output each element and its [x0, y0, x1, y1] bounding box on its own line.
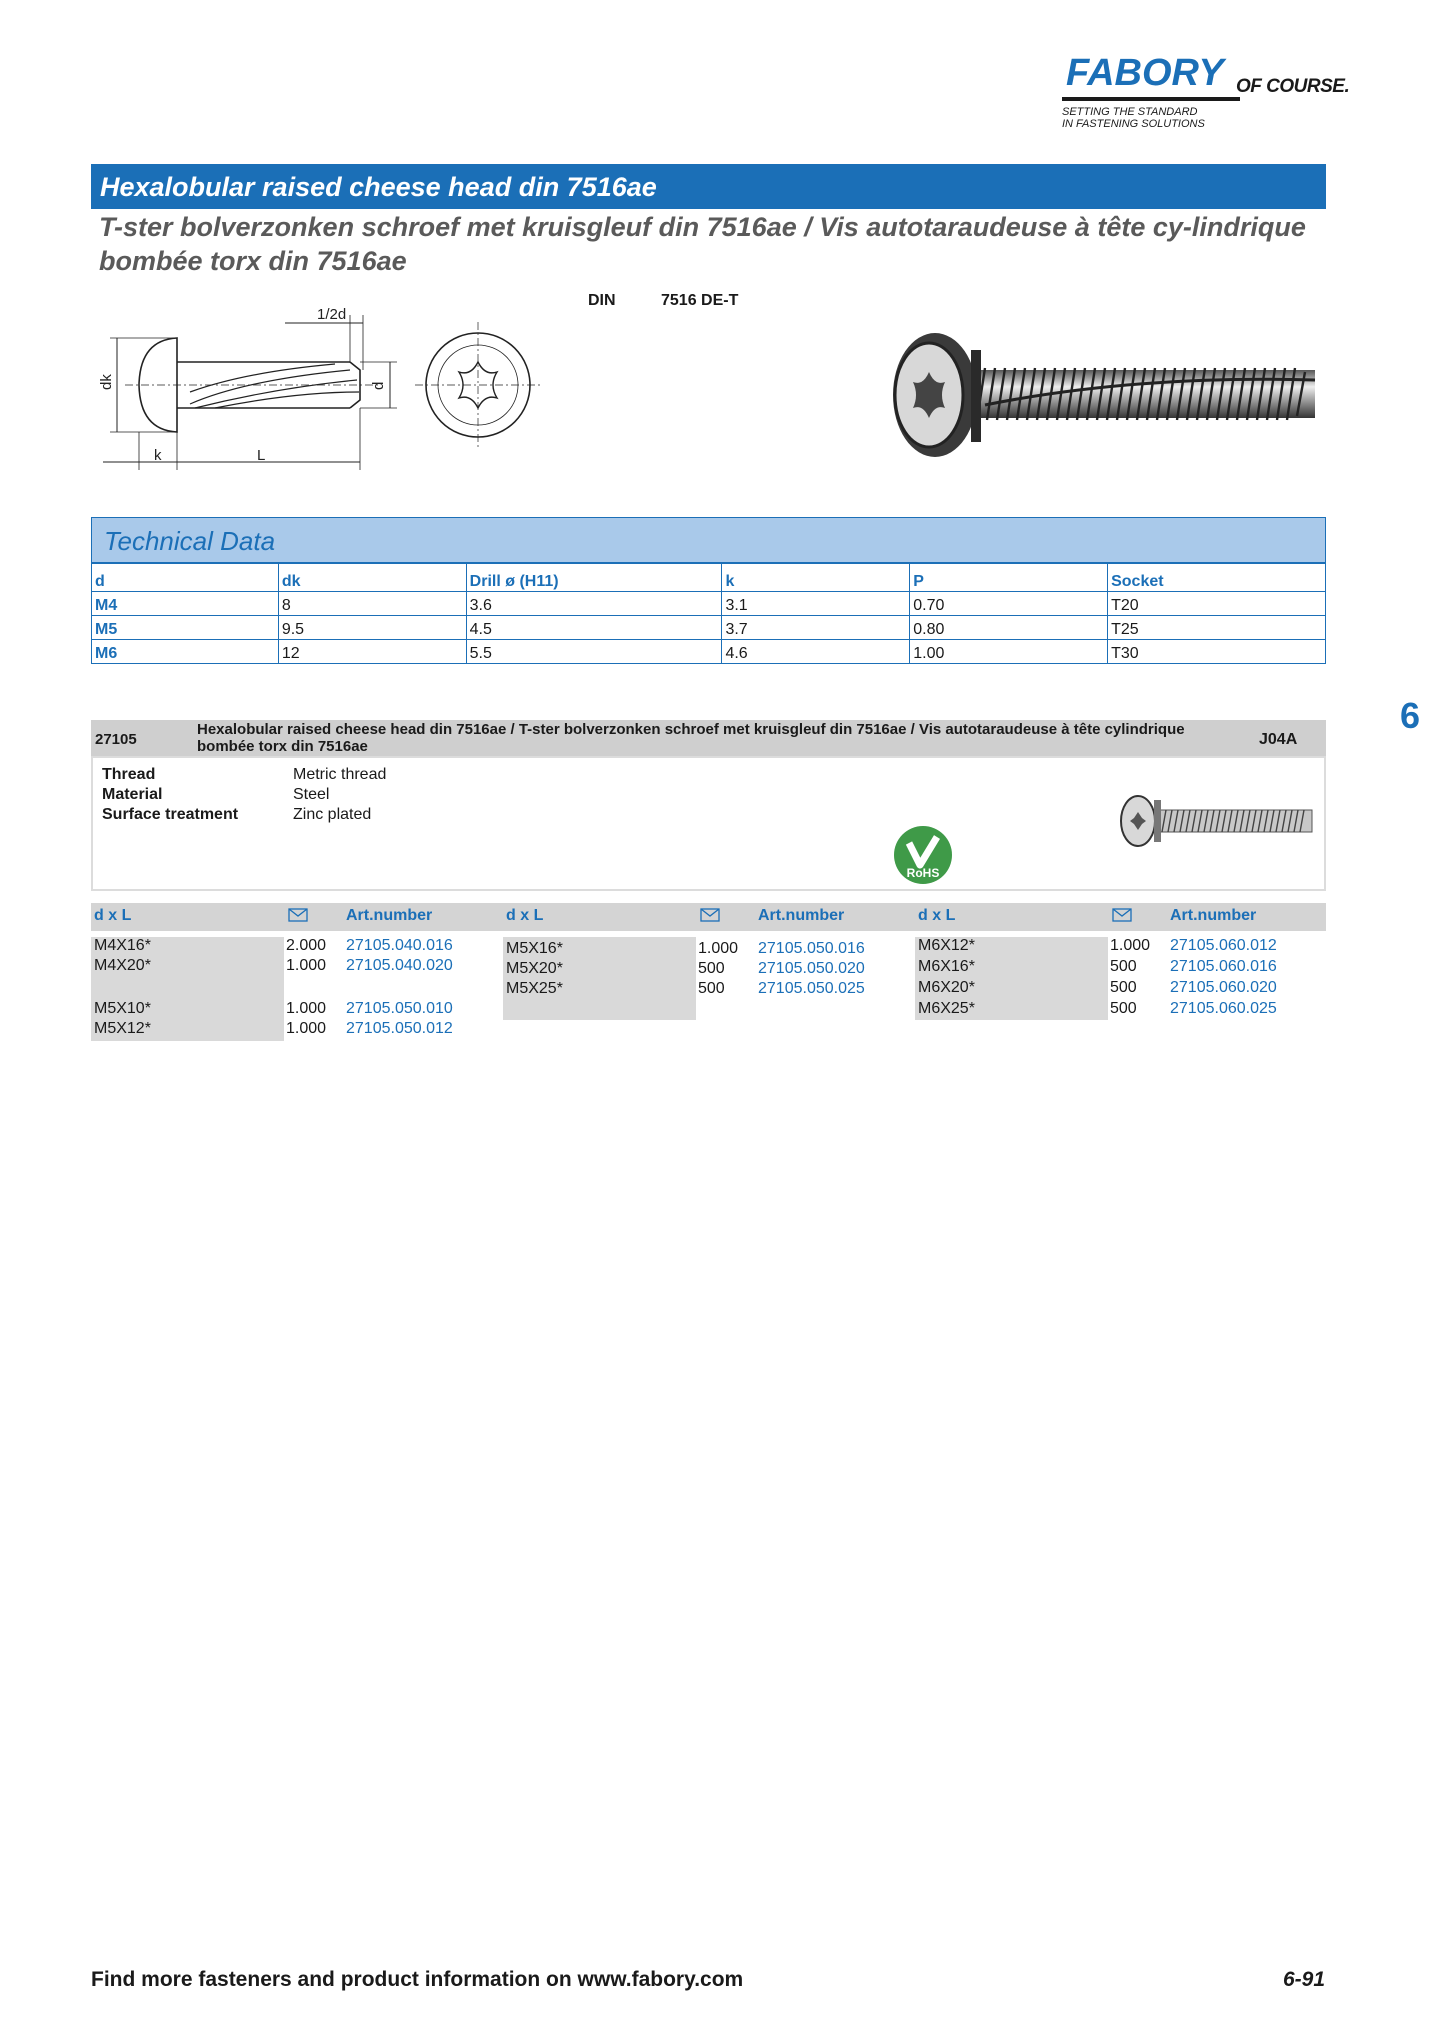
table-cell: M4	[92, 592, 279, 616]
property-label-surface: Surface treatment	[102, 806, 239, 823]
article-quantity: 500	[698, 980, 725, 997]
table-cell: 5.5	[466, 640, 722, 664]
column-header-art: Art.number	[1170, 907, 1257, 924]
standard-label: DIN	[588, 292, 616, 309]
column-header-art: Art.number	[346, 907, 433, 924]
table-cell: 9.5	[278, 616, 466, 640]
article-number[interactable]: 27105.040.016	[346, 937, 453, 954]
article-number[interactable]: 27105.050.016	[758, 940, 865, 957]
article-size: M4X16*	[94, 937, 151, 954]
column-header: k	[722, 564, 910, 592]
page-title: Hexalobular raised cheese head din 7516ae	[100, 172, 657, 202]
column-header: Socket	[1108, 564, 1326, 592]
product-class: J04A	[1259, 731, 1298, 748]
logo-tagline-line-2: IN FASTENING SOLUTIONS	[1062, 118, 1205, 130]
page-subtitle: T-ster bolverzonken schroef met kruisgleuf din 7516ae / Vis autotaraudeuse à tête cy-lindrique bombée torx din 7516ae	[99, 212, 1306, 276]
technical-data-header	[91, 517, 1326, 563]
article-quantity: 1.000	[286, 1000, 327, 1017]
article-size: M5X25*	[506, 980, 563, 997]
article-number[interactable]: 27105.040.020	[346, 957, 453, 974]
column-header-dxl: d x L	[506, 907, 544, 924]
technical-data-table	[91, 563, 1326, 664]
article-quantity: 500	[1110, 1000, 1137, 1017]
standard-value: 7516 DE-T	[661, 292, 739, 309]
table-cell: 1.00	[910, 640, 1108, 664]
logo-suffix: OF COURSE.	[1236, 76, 1350, 97]
footer-text: Find more fasteners and product information on www.fabory.com	[91, 1968, 744, 1991]
column-header-dxl: d x L	[94, 907, 132, 924]
drawing-label-half-d: 1/2d	[317, 306, 347, 323]
table-cell: M6	[92, 640, 279, 664]
table-cell: T30	[1108, 640, 1326, 664]
article-number[interactable]: 27105.050.025	[758, 980, 865, 997]
article-size: M5X20*	[506, 960, 563, 977]
rohs-badge-icon	[893, 825, 953, 885]
technical-data-heading: Technical Data	[104, 526, 276, 556]
article-size: M6X25*	[918, 1000, 975, 1017]
drawing-label-dk: dk	[98, 374, 115, 390]
table-cell: 3.1	[722, 592, 910, 616]
article-quantity: 500	[1110, 958, 1137, 975]
table-row	[92, 640, 1326, 664]
table-cell: 3.6	[466, 592, 722, 616]
envelope-icon	[1112, 908, 1132, 922]
screw-thumbnail	[1120, 790, 1315, 850]
logo-tagline	[1062, 106, 1205, 130]
column-header-art: Art.number	[758, 907, 845, 924]
article-number[interactable]: 27105.050.010	[346, 1000, 453, 1017]
logo-name: FABORY	[1066, 52, 1224, 94]
article-number[interactable]: 27105.060.020	[1170, 979, 1277, 996]
article-quantity: 2.000	[286, 937, 327, 954]
article-number[interactable]: 27105.050.020	[758, 960, 865, 977]
table-row	[92, 592, 1326, 616]
article-size: M6X12*	[918, 937, 975, 954]
article-size: M6X20*	[918, 979, 975, 996]
rohs-label: RoHS	[906, 866, 940, 880]
product-code: 27105	[95, 731, 137, 748]
screw-photo	[885, 320, 1325, 470]
logo-tagline-line-1: SETTING THE STANDARD	[1062, 106, 1198, 118]
table-cell: T25	[1108, 616, 1326, 640]
logo-underline	[1062, 97, 1240, 101]
article-size: M6X16*	[918, 958, 975, 975]
envelope-icon	[288, 908, 308, 922]
table-cell: M5	[92, 616, 279, 640]
column-header: P	[910, 564, 1108, 592]
table-row	[92, 616, 1326, 640]
article-size: M5X12*	[94, 1020, 151, 1037]
article-size: M5X10*	[94, 1000, 151, 1017]
property-label-thread: Thread	[102, 766, 156, 783]
table-cell: 3.7	[722, 616, 910, 640]
property-label-material: Material	[102, 786, 163, 803]
product-description: Hexalobular raised cheese head din 7516ae / T-ster bolverzonken schroef met kruisgleuf din 7516ae / Vis autotaraudeuse à tête cylindrique bombée torx din 7516ae	[197, 721, 1185, 755]
article-quantity: 1.000	[1110, 937, 1151, 954]
article-quantity: 500	[698, 960, 725, 977]
table-cell: 0.70	[910, 592, 1108, 616]
drawing-label-d: d	[370, 381, 387, 390]
article-number[interactable]: 27105.060.012	[1170, 937, 1277, 954]
property-value-material: Steel	[293, 786, 330, 803]
column-header: d	[92, 564, 279, 592]
chapter-number: 6	[1400, 695, 1421, 736]
table-cell: 4.5	[466, 616, 722, 640]
article-quantity: 1.000	[286, 1020, 327, 1037]
technical-drawing	[95, 300, 545, 485]
table-cell: 4.6	[722, 640, 910, 664]
table-cell: 0.80	[910, 616, 1108, 640]
table-header-row	[92, 564, 1326, 592]
article-size: M4X20*	[94, 957, 151, 974]
article-quantity: 1.000	[698, 940, 739, 957]
article-quantity: 1.000	[286, 957, 327, 974]
table-cell: 8	[278, 592, 466, 616]
fabory-logo	[1060, 52, 1360, 132]
title-bar	[91, 164, 1326, 209]
property-value-surface: Zinc plated	[293, 806, 372, 823]
article-size: M5X16*	[506, 940, 563, 957]
page-number: 6-91	[1283, 1968, 1326, 1991]
column-header: dk	[278, 564, 466, 592]
article-number[interactable]: 27105.050.012	[346, 1020, 453, 1037]
article-number[interactable]: 27105.060.016	[1170, 958, 1277, 975]
drawing-label-L: L	[257, 447, 266, 464]
table-cell: T20	[1108, 592, 1326, 616]
envelope-icon	[700, 908, 720, 922]
column-header-dxl: d x L	[918, 907, 956, 924]
article-quantity: 500	[1110, 979, 1137, 996]
table-cell: 12	[278, 640, 466, 664]
article-number[interactable]: 27105.060.025	[1170, 1000, 1277, 1017]
property-value-thread: Metric thread	[293, 766, 387, 783]
column-header: Drill ø (H11)	[466, 564, 722, 592]
drawing-label-k: k	[154, 447, 162, 464]
